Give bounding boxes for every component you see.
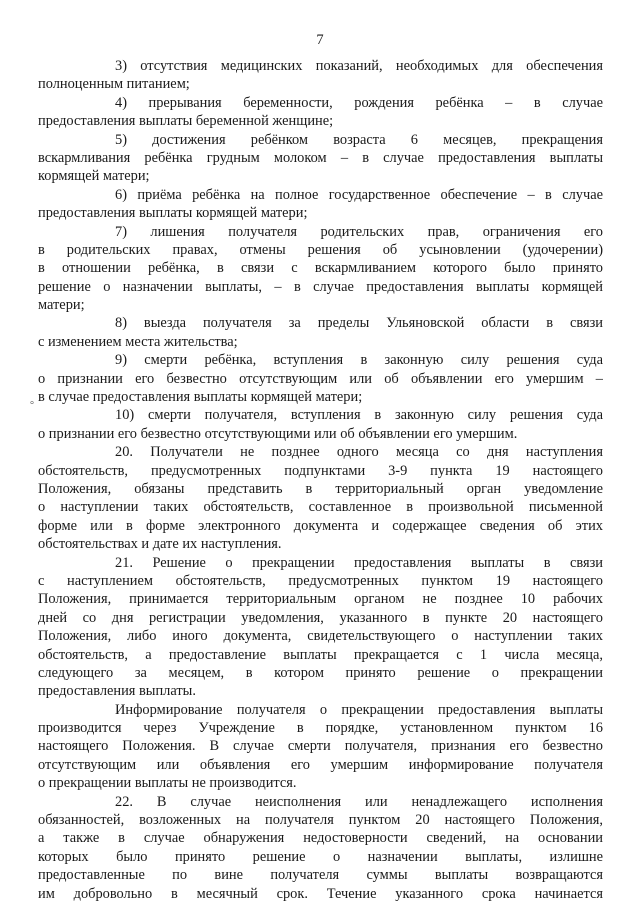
scan-speck: °	[30, 400, 34, 411]
text-line: следующего за месяцем, в котором принято решение о прекращении	[38, 664, 603, 681]
text-line: матери;	[38, 297, 85, 314]
text-line: 7) лишения получателя родительских прав, ограничения его	[115, 223, 603, 240]
text-line: обстоятельств, предусмотренных подпунктами 3-9 пункта 19 настоящего	[38, 462, 603, 479]
text-line: полноценным питанием;	[38, 76, 190, 93]
text-line: предоставления выплаты кормящей матери;	[38, 205, 308, 222]
text-line: а также в случае обнаружения недостоверности сведений, на основании	[38, 830, 603, 847]
text-line: о наступлении таких обстоятельств, составленное в произвольной письменной	[38, 499, 603, 516]
text-line: форме или в форме электронного документа и содержащее сведения об этих	[38, 517, 603, 534]
text-line: 4) прерывания беременности, рождения ребёнка – в случае	[115, 94, 603, 111]
text-line: 22. В случае неисполнения или ненадлежащего исполнения	[115, 793, 603, 810]
text-line: 3) отсутствия медицинских показаний, необходимых для обеспечения	[115, 58, 603, 74]
text-line: им добровольно в месячный срок. Течение указанного срока начинается	[38, 885, 603, 902]
text-line: 9) смерти ребёнка, вступления в законную силу решения суда	[115, 352, 603, 369]
text-line: которых было принято решение о назначении выплаты, излишне	[38, 848, 603, 865]
text-line: предоставленные по вине получателя суммы выплаты возвращаются	[38, 867, 603, 884]
text-line: о признании его безвестно отсутствующими или об объявлении его умершим.	[38, 425, 518, 442]
page-number: 7	[316, 32, 324, 48]
text-line: о признании его безвестно отсутствующим или об объявлении его умершим –	[38, 370, 603, 387]
text-line: Положения, обязаны представить в территориальный орган уведомление	[38, 480, 603, 497]
text-line: кормящей матери;	[38, 168, 150, 185]
text-line: предоставления выплаты беременной женщине;	[38, 113, 334, 130]
text-line: 10) смерти получателя, вступления в законную силу решения суда	[115, 407, 603, 424]
text-line: обстоятельствах и дате их наступления.	[38, 536, 282, 553]
text-line: о прекращении выплаты не производится.	[38, 775, 297, 792]
text-line: 5) достижения ребёнком возраста 6 месяцев, прекращения	[115, 131, 603, 148]
text-line: вскармливания ребёнка грудным молоком – в случае предоставления выплаты	[38, 149, 603, 166]
text-line: Положения, принимается территориальным органом не позднее 10 рабочих	[38, 591, 603, 608]
text-line: предоставления выплаты.	[38, 683, 196, 700]
text-line: Положения, либо иного документа, свидетельствующего о наступлении таких	[38, 628, 603, 645]
text-line: 20. Получатели не позднее одного месяца со дня наступления	[115, 444, 603, 461]
text-line: решение о назначении выплаты, – в случае предоставления выплаты кормящей	[38, 278, 603, 295]
text-line: настоящего Положения. В случае смерти получателя, признания его безвестно	[38, 738, 603, 755]
text-line: отсутствующим или объявления его умершим информирование получателя	[38, 756, 603, 773]
text-line: в родительских правах, отмены решения об усыновлении (удочерении)	[38, 241, 603, 258]
text-line: 6) приёма ребёнка на полное государственное обеспечение – в случае	[115, 186, 603, 203]
text-line: в случае предоставления выплаты кормящей матери;	[38, 389, 363, 406]
text-line: с наступлением обстоятельств, предусмотренных пунктом 19 настоящего	[38, 572, 603, 589]
text-line: обязанностей, возложенных на получателя пунктом 20 настоящего Положения,	[38, 812, 603, 829]
text-line: 21. Решение о прекращении предоставления выплаты в связи	[115, 554, 603, 571]
document-body	[38, 57, 603, 903]
text-line: в отношении ребёнка, в связи с вскармливанием которого было принято	[38, 260, 603, 277]
text-line: обстоятельств, а предоставление выплаты прекращается с 1 числа месяца,	[38, 646, 603, 663]
text-line: Информирование получателя о прекращении предоставления выплаты	[115, 701, 603, 718]
text-line: 8) выезда получателя за пределы Ульяновской области в связи	[115, 315, 603, 332]
text-line: с изменением места жительства;	[38, 333, 238, 350]
text-line: дней со дня регистрации уведомления, указанного в пункте 20 настоящего	[38, 609, 603, 626]
text-line: производится через Учреждение в порядке, установленном пунктом 16	[38, 720, 603, 737]
